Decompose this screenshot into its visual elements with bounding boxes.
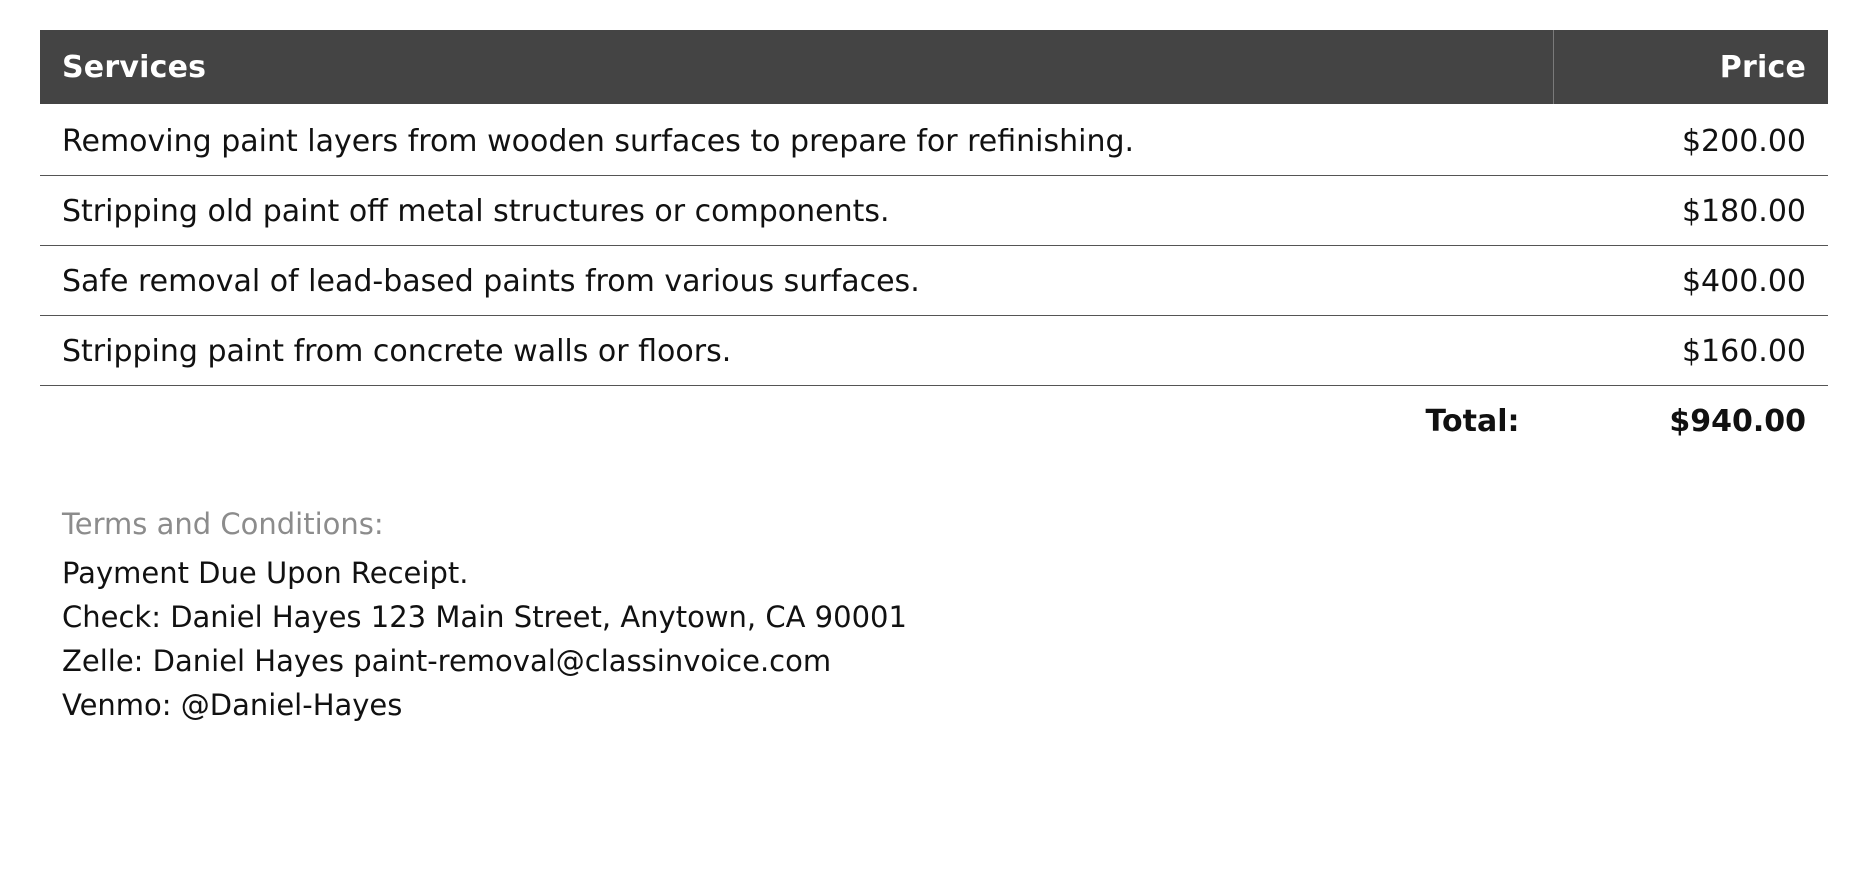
total-value: $940.00 bbox=[1669, 404, 1806, 439]
terms-and-conditions bbox=[40, 507, 1828, 727]
service-price: $160.00 bbox=[1554, 316, 1829, 386]
table-row bbox=[40, 104, 1828, 176]
table-row bbox=[40, 176, 1828, 246]
column-header-services: Services bbox=[40, 30, 1554, 104]
total-label: Total: bbox=[1425, 404, 1520, 439]
table-header-row bbox=[40, 30, 1828, 104]
terms-line-zelle: Zelle: Daniel Hayes paint-removal@classinvoice.com bbox=[62, 644, 832, 679]
services-table bbox=[40, 30, 1828, 455]
total-row bbox=[40, 386, 1828, 456]
column-header-price: Price bbox=[1554, 30, 1829, 104]
service-description: Stripping paint from concrete walls or floors. bbox=[40, 316, 1554, 386]
terms-line-payment: Payment Due Upon Receipt. bbox=[62, 556, 469, 590]
service-price: $400.00 bbox=[1554, 246, 1829, 316]
table-body bbox=[40, 104, 1828, 455]
terms-line-check: Check: Daniel Hayes 123 Main Street, Anytown, CA 90001 bbox=[62, 600, 907, 635]
terms-line-venmo: Venmo: @Daniel-Hayes bbox=[62, 688, 403, 723]
terms-title: Terms and Conditions: bbox=[62, 507, 384, 541]
service-description: Safe removal of lead-based paints from various surfaces. bbox=[40, 246, 1554, 316]
service-description: Removing paint layers from wooden surfaces to prepare for refinishing. bbox=[40, 104, 1554, 176]
table-row bbox=[40, 246, 1828, 316]
service-price: $180.00 bbox=[1554, 176, 1829, 246]
service-description: Stripping old paint off metal structures or components. bbox=[40, 176, 1554, 246]
table-row bbox=[40, 316, 1828, 386]
table-header bbox=[40, 30, 1828, 104]
service-price: $200.00 bbox=[1554, 104, 1829, 176]
